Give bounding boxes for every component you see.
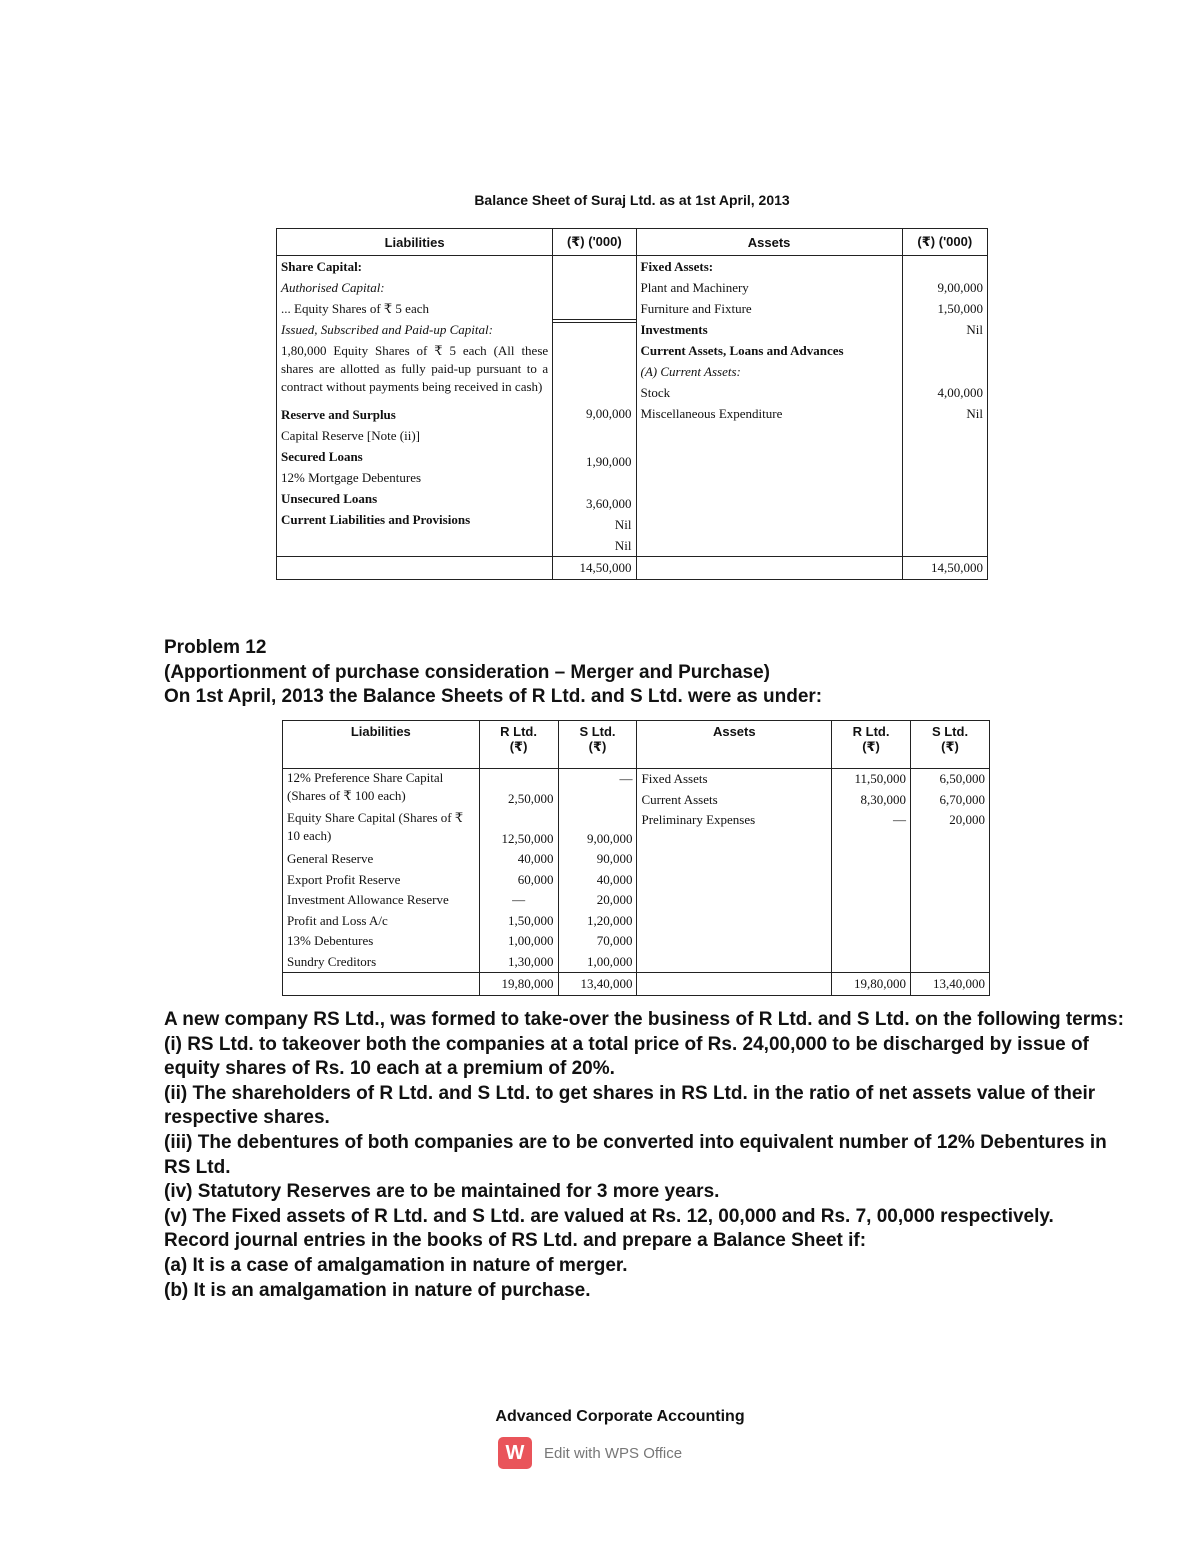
r-debentures: 1,00,000 [508, 933, 554, 948]
case-b: (b) It is an amalgamation in nature of purchase. [164, 1279, 591, 1301]
term-3: (iii) The debentures of both companies are to be converted into equivalent number of 12% Debentures in RS Ltd. [164, 1131, 1107, 1178]
equity-share-capital: Equity Share Capital (Shares of ₹ 10 each) [287, 810, 464, 843]
header-amount: (₹) ('000) [553, 229, 636, 256]
current-assets: Current Assets [641, 791, 718, 807]
r-equity-share: 12,50,000 [501, 831, 554, 846]
fixed-assets-heading: Fixed Assets: [640, 259, 714, 274]
plant-machinery: Plant and Machinery [640, 280, 749, 295]
mortgage-debentures-amount: 3,60,000 [586, 496, 632, 511]
s-general-reserve: 90,000 [596, 851, 633, 866]
s-assets-total: 13,40,000 [911, 973, 990, 996]
term-1: (i) RS Ltd. to takeover both the companies at a total price of Rs. 24,00,000 to be discharged by issue of equity shares of Rs. 10 each at a premium of 20%. [164, 1033, 1089, 1080]
problem-number: Problem 12 [164, 637, 267, 658]
term-2: (ii) The shareholders of R Ltd. and S Ltd. to get shares in RS Ltd. in the ratio of net assets value of their respective shares. [164, 1082, 1096, 1129]
liabilities-column [277, 256, 553, 557]
current-liabilities-amount: Nil [614, 538, 632, 553]
header-assets-2: Assets [637, 721, 832, 769]
problem-subtitle: (Apportionment of purchase consideration – Merger and Purchase) [164, 661, 770, 683]
profit-loss: Profit and Loss A/c [287, 912, 388, 928]
r-liabilities-values [479, 769, 558, 973]
capital-reserve-amount: 1,90,000 [586, 454, 632, 469]
sundry-creditors: Sundry Creditors [287, 953, 377, 969]
header-liabilities-2: Liabilities [283, 721, 480, 769]
general-reserve: General Reserve [287, 851, 374, 866]
assets-names [637, 769, 832, 973]
header-s-ltd-assets: S Ltd. (₹) [911, 721, 990, 769]
reserve-surplus-heading: Reserve and Surplus [281, 407, 396, 422]
authorised-blank [553, 256, 635, 320]
furniture-fixture: Furniture and Fixture [640, 301, 752, 316]
wps-edit-text: Edit with WPS Office [544, 1444, 683, 1462]
r-creditors: 1,30,000 [508, 953, 554, 969]
s-debentures: 70,000 [596, 933, 633, 948]
misc-expenditure: Miscellaneous Expenditure [640, 406, 783, 421]
liabilities-amount-column [553, 256, 636, 557]
s-current-assets: 6,70,000 [939, 791, 985, 807]
problem-heading [164, 636, 1124, 710]
s-export-reserve: 40,000 [596, 871, 633, 887]
header-liabilities: Liabilities [277, 229, 553, 256]
share-capital-heading: Share Capital: [281, 259, 363, 274]
s-assets-values [911, 769, 990, 973]
term-5: (v) The Fixed assets of R Ltd. and S Ltd. are valued at Rs. 12, 00,000 and Rs. 7, 00,000 respectively. [164, 1205, 1054, 1227]
terms-intro: A new company RS Ltd., was formed to take-over the business of R Ltd. and S Ltd. on the following terms: [164, 1009, 1124, 1030]
r-assets-values [832, 769, 911, 973]
equity-amount: 9,00,000 [586, 406, 632, 421]
fixed-assets: Fixed Assets [641, 771, 708, 786]
assets-amount-column [902, 256, 987, 557]
r-investment-reserve: — [512, 892, 526, 907]
r-profit-loss: 1,50,000 [508, 912, 554, 928]
liabilities-names [283, 769, 480, 973]
current-assets-heading: Current Assets, Loans and Advances [640, 343, 844, 358]
stock: Stock [640, 385, 671, 400]
secured-loans-heading: Secured Loans [281, 449, 363, 464]
r-fixed-assets: 11,50,000 [854, 771, 907, 786]
authorised-capital: Authorised Capital: [281, 280, 385, 295]
s-liabilities-total: 13,40,000 [558, 973, 637, 996]
terms-block [164, 1008, 1124, 1303]
r-liabilities-total: 19,80,000 [479, 973, 558, 996]
header-assets: Assets [636, 229, 902, 256]
s-equity-share: 9,00,000 [586, 831, 633, 846]
export-profit-reserve: Export Profit Reserve [287, 871, 401, 887]
header-amount-assets: (₹) ('000) [902, 229, 987, 256]
investments-amount: Nil [966, 322, 983, 337]
term-4: (iv) Statutory Reserves are to be maintained for 3 more years. [164, 1181, 720, 1203]
s-pref-share: — [619, 771, 633, 786]
r-pref-share: 2,50,000 [508, 791, 554, 806]
debentures-13: 13% Debentures [287, 933, 374, 948]
assets-total: 14,50,000 [902, 557, 987, 580]
investment-allowance-reserve: Investment Allowance Reserve [287, 892, 449, 907]
mortgage-debentures: 12% Mortgage Debentures [281, 470, 422, 485]
s-creditors: 1,00,000 [586, 953, 633, 969]
current-liabilities-heading: Current Liabilities and Provisions [281, 512, 471, 527]
r-s-balance-sheet [282, 720, 990, 996]
stock-amount: 4,00,000 [937, 385, 983, 400]
problem-intro: On 1st April, 2013 the Balance Sheets of R Ltd. and S Ltd. were as under: [164, 686, 823, 708]
misc-amount: Nil [966, 406, 983, 421]
equity-shares-description: 1,80,000 Equity Shares of ₹ 5 each (All these shares are allotted as fully paid-up pursuant to a contract without payments being received in cash) [281, 343, 549, 394]
plant-amount: 9,00,000 [937, 280, 983, 295]
capital-reserve: Capital Reserve [Note (ii)] [281, 428, 420, 443]
assets-column [636, 256, 902, 557]
wps-edit-link[interactable] [498, 1437, 682, 1469]
case-a: (a) It is a case of amalgamation in nature of merger. [164, 1254, 628, 1276]
balance-sheet-title: Balance Sheet of Suraj Ltd. as at 1st April, 2013 [474, 192, 790, 208]
record-instruction: Record journal entries in the books of RS Ltd. and prepare a Balance Sheet if: [164, 1230, 867, 1252]
s-fixed-assets: 6,50,000 [939, 771, 985, 786]
issued-capital: Issued, Subscribed and Paid-up Capital: [281, 322, 493, 337]
preliminary-expenses: Preliminary Expenses [641, 812, 756, 827]
unsecured-loans-heading: Unsecured Loans [281, 491, 378, 506]
r-current-assets: 8,30,000 [860, 791, 907, 807]
r-preliminary: — [893, 812, 907, 827]
r-export-reserve: 60,000 [517, 871, 554, 887]
investments-heading: Investments [640, 322, 708, 337]
equity-shares-each: ... Equity Shares of ₹ 5 each [281, 301, 429, 316]
r-assets-total: 19,80,000 [832, 973, 911, 996]
wps-logo-icon: W [498, 1437, 532, 1469]
s-profit-loss: 1,20,000 [586, 912, 633, 928]
header-s-ltd: S Ltd. (₹) [558, 721, 637, 769]
r-general-reserve: 40,000 [517, 851, 554, 866]
current-assets-sub: (A) Current Assets: [640, 364, 741, 379]
suraj-balance-sheet [276, 228, 988, 580]
s-investment-reserve: 20,000 [596, 892, 633, 907]
unsecured-loans-amount: Nil [614, 517, 632, 532]
s-preliminary: 20,000 [949, 812, 985, 827]
footer-title: Advanced Corporate Accounting [495, 1408, 745, 1425]
s-liabilities-values [558, 769, 637, 973]
liabilities-total: 14,50,000 [553, 557, 636, 580]
header-r-ltd-assets: R Ltd. (₹) [832, 721, 911, 769]
pref-share-capital: 12% Preference Share Capital (Shares of ₹ 100 each) [287, 770, 444, 803]
furniture-amount: 1,50,000 [937, 301, 983, 316]
header-r-ltd: R Ltd. (₹) [479, 721, 558, 769]
